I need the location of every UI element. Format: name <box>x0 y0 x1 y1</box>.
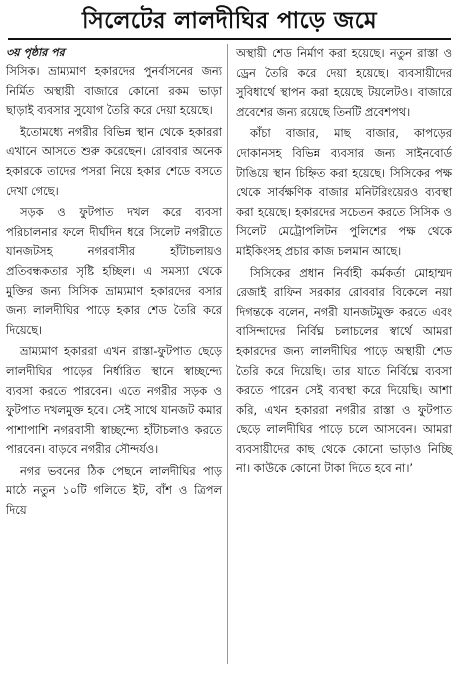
paragraph: ভ্রাম্যমাণ হকাররা এখন রাস্তা-ফুটপাত ছেড়ে লালদীঘির পাড়ের নির্ধারিত স্থানে স্বাচ্ছন্দ্যে ব্যবসা করতে পারবেন। এতে নগরীর সড়ক ও ফুটপাত দখলমুক্ত হবে। সেই সাথে যানজট কমার পাশাপাশি নগরবাসী স্বাচ্ছন্দ্যে হাঁটাচলাও করতে পারবেন। বাড়বে নগরীর সৌন্দর্যও। <box>6 344 222 457</box>
paragraph: সড়ক ও ফুটপাত দখল করে ব্যবসা পরিচালনার ফলে দীর্ঘদিন ধরে সিলেট নগরীতে যানজটসহ নগরবাসীর হাঁটাচলায়ও প্রতিবন্ধকতার সৃষ্টি হচ্ছিল। এ সমস্যা থেকে মুক্তির জন্য সিসিক ভ্রাম্যমাণ হকারদের বসার জন্য লালদীঘির পাড়ে হকার শেড তৈরি করে দিয়েছে। <box>6 205 222 337</box>
continued-from-label: ৩য় পৃষ্ঠার পর <box>6 46 65 59</box>
paragraph: ইতোমধ্যে নগরীর বিভিন্ন স্থান থেকে হকাররা এখানে আসতে শুরু করেছেন। রোববার অনেক হকারকে তাদের পসরা নিয়ে হকার শেডে বসতে দেখা গেছে। <box>6 124 222 198</box>
column-divider <box>227 44 228 664</box>
paragraph: কাঁচা বাজার, মাছ বাজার, কাপড়ের দোকানসহ বিভিন্ন ব্যবসার জন্য সাইনবোর্ড টাঙিয়ে স্থান চিহ্নিত করা হয়েছে। সিসিকের পক্ষ থেকে সার্বক্ষণিক বাজার মনিটরিংয়েরও ব্যবস্থা করা হয়েছে। হকারদের সচেতন করতে সিসিক ও সিলেট মেট্রোপলিটন পুলিশের পক্ষ থেকে মাইকিংসহ প্রচার কাজ চলমান আছে। <box>236 126 452 258</box>
paragraph: অস্থায়ী শেড নির্মাণ করা হয়েছে। নতুন রাস্তা ও ড্রেন তৈরি করে দেয়া হয়েছে। ব্যবসায়ীদের সুবিধার্থে স্থাপন করা হয়েছে টয়লেটও। বাজারে প্রবেশের জন্য রয়েছে তিনটি প্রবেশপথ। <box>236 46 452 119</box>
headline: সিলেটের লালদীঘির পাড়ে জমে <box>8 4 451 40</box>
paragraph: নগর ভবনের ঠিক পেছনে লালদীঘির পাড় মাঠে নতুন ১০টি গলিতে ইট, বাঁশ ও ত্রিপল দিয়ে <box>6 463 222 518</box>
left-column <box>6 44 222 523</box>
right-column <box>236 44 452 481</box>
paragraph: সিসিক। ভ্রাম্যমাণ হকারদের পুনর্বাসনের জন্য নির্মিত অস্থায়ী বাজারে কোনো রকম ভাড়া ছাড়াই ব্যবসার সুযোগ তৈরি করে দেয়া হয়েছে। <box>6 64 222 118</box>
paragraph: সিসিকের প্রধান নির্বাহী কর্মকর্তা মোহাম্মদ রেজাই রাফিন সরকার রোববার বিকেলে নয়া দিগন্তকে বলেন, নগরী যানজটমুক্ত করতে এবং বাসিন্দাদের নির্বিঘ্ন চলাচলের স্বার্থে আমরা হকারদের জন্য লালদীঘির পাড়ে অস্থায়ী শেড তৈরি করে দিয়েছি। তার যাতে নির্বিঘ্নে ব্যবসা করতে পারেন সেই ব্যবস্থা করে দিয়েছি। আশা করি, এখন হকাররা নগরীর রাস্তা ও ফুটপাত ছেড়ে লালদীঘির পাড়ে চলে আসবেন। আমরা ব্যবসায়ীদের কাছ থেকে কোনো ভাড়াও নিচ্ছি না। কাউকে কোনো টাকা দিতে হবে না।’ <box>236 265 452 476</box>
